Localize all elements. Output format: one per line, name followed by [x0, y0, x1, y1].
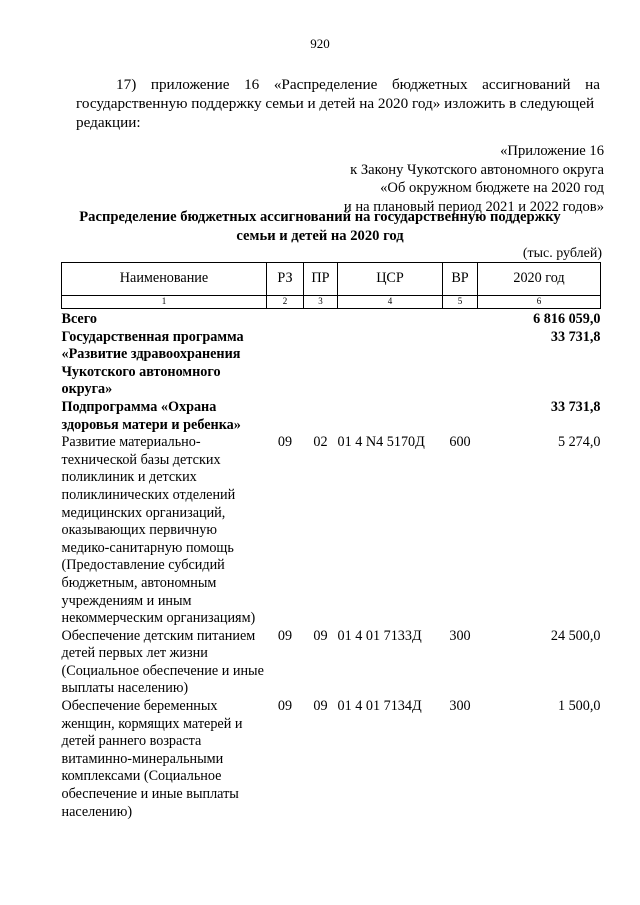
- column-number: 6: [478, 296, 601, 309]
- header-rz: РЗ: [267, 263, 304, 296]
- row-amount: 33 731,8: [550, 398, 601, 415]
- header-amount: 2020 год: [478, 263, 601, 296]
- row-vr: 600: [449, 434, 471, 451]
- row-name: Обеспечение беременных женщин, кормящих матерей и детей раннего возраста витаминно-минеральными комплексами (Социальное обеспечение и иные выплаты населению): [61, 698, 243, 820]
- column-number: 2: [267, 296, 304, 309]
- row-pr: 09: [313, 698, 328, 715]
- row-rz: [267, 329, 304, 399]
- budget-table: [61, 262, 601, 821]
- row-csr: [338, 309, 443, 329]
- row-vr: [443, 309, 478, 329]
- row-amount: 1 500,0: [557, 698, 601, 715]
- appendix-line: «Об окружном бюджете на 2020 год: [380, 180, 604, 196]
- appendix-header: [344, 142, 604, 216]
- intro-word: приложение: [150, 76, 230, 93]
- header-pr: ПР: [304, 263, 338, 296]
- column-number: 1: [62, 296, 267, 309]
- header-csr: ЦСР: [338, 263, 443, 296]
- row-name: Всего: [61, 311, 97, 327]
- table-row-subprogram: [62, 399, 601, 434]
- row-vr: 300: [449, 698, 471, 715]
- table-row: [62, 628, 601, 698]
- intro-line-2: государственную поддержку семьи и детей на 2020 год» изложить в следующей: [76, 95, 595, 112]
- table-row: [62, 698, 601, 821]
- intro-word: бюджетных: [391, 76, 468, 93]
- row-amount: 6 816 059,0: [533, 311, 601, 327]
- document-title: [40, 208, 600, 245]
- column-number: 4: [338, 296, 443, 309]
- row-amount: 24 500,0: [550, 627, 601, 644]
- table-row-program: [62, 329, 601, 399]
- row-csr: 01 4 N4 5170Д: [337, 434, 425, 451]
- intro-paragraph: [76, 75, 600, 132]
- row-csr: 01 4 01 7133Д: [337, 627, 422, 644]
- appendix-line: и на плановый период 2021 и 2022 годов»: [343, 198, 604, 215]
- header-row: [62, 263, 601, 296]
- row-vr: [443, 329, 478, 399]
- title-line: Распределение бюджетных ассигнований на государственную поддержку: [79, 209, 561, 225]
- intro-line-1: [76, 75, 600, 94]
- intro-line-3: редакции:: [76, 114, 141, 131]
- row-csr: 01 4 01 7134Д: [337, 698, 422, 715]
- row-pr: [304, 329, 338, 399]
- title-line: семьи и детей на 2020 год: [236, 227, 404, 244]
- appendix-line: к Закону Чукотского автономного округа: [350, 161, 604, 178]
- row-amount: 33 731,8: [550, 328, 601, 345]
- header-vr: ВР: [443, 263, 478, 296]
- row-pr: 02: [313, 434, 328, 451]
- row-amount: 5 274,0: [557, 434, 601, 451]
- intro-word: на: [585, 76, 600, 93]
- row-rz: 09: [277, 627, 293, 644]
- column-number: 3: [304, 296, 338, 309]
- appendix-line: «Приложение 16: [500, 143, 604, 159]
- row-csr: [338, 399, 443, 434]
- table-row-total: [62, 309, 601, 329]
- row-rz: 09: [277, 434, 293, 451]
- header-name: Наименование: [62, 263, 267, 296]
- row-pr: [304, 309, 338, 329]
- row-rz: 09: [277, 698, 293, 715]
- column-number: 5: [443, 296, 478, 309]
- row-name: Подпрограмма «Охрана здоровья матери и ребенка»: [61, 398, 241, 433]
- row-pr: [304, 399, 338, 434]
- row-vr: [443, 399, 478, 434]
- row-rz: [267, 399, 304, 434]
- intro-word: «Распределение: [273, 76, 378, 93]
- row-rz: [267, 309, 304, 329]
- page-number: 920: [310, 36, 330, 51]
- row-vr: 300: [449, 627, 471, 644]
- intro-word: ассигнований: [482, 76, 571, 93]
- row-name: Государственная программа «Развитие здравоохранения Чукотского автономного округа»: [61, 328, 244, 398]
- row-name: Развитие материально-технической базы детских поликлиник и детских поликлинических отделений медицинских организаций, оказывающих первичную медико-санитарную помощь (Предоставление субсидий бюджетным, автономным учреждениям и иным некоммерческим организациям): [61, 434, 256, 627]
- row-name: Обеспечение детским питанием детей первых лет жизни (Социальное обеспечение и иные выплаты населению): [61, 627, 264, 697]
- intro-word: 16: [244, 76, 260, 93]
- row-csr: [338, 329, 443, 399]
- column-number-row: [62, 296, 601, 309]
- row-pr: 09: [313, 627, 328, 644]
- table-row: [62, 434, 601, 628]
- intro-word: 17): [116, 76, 137, 93]
- unit-label: (тыс. рублей): [522, 246, 602, 261]
